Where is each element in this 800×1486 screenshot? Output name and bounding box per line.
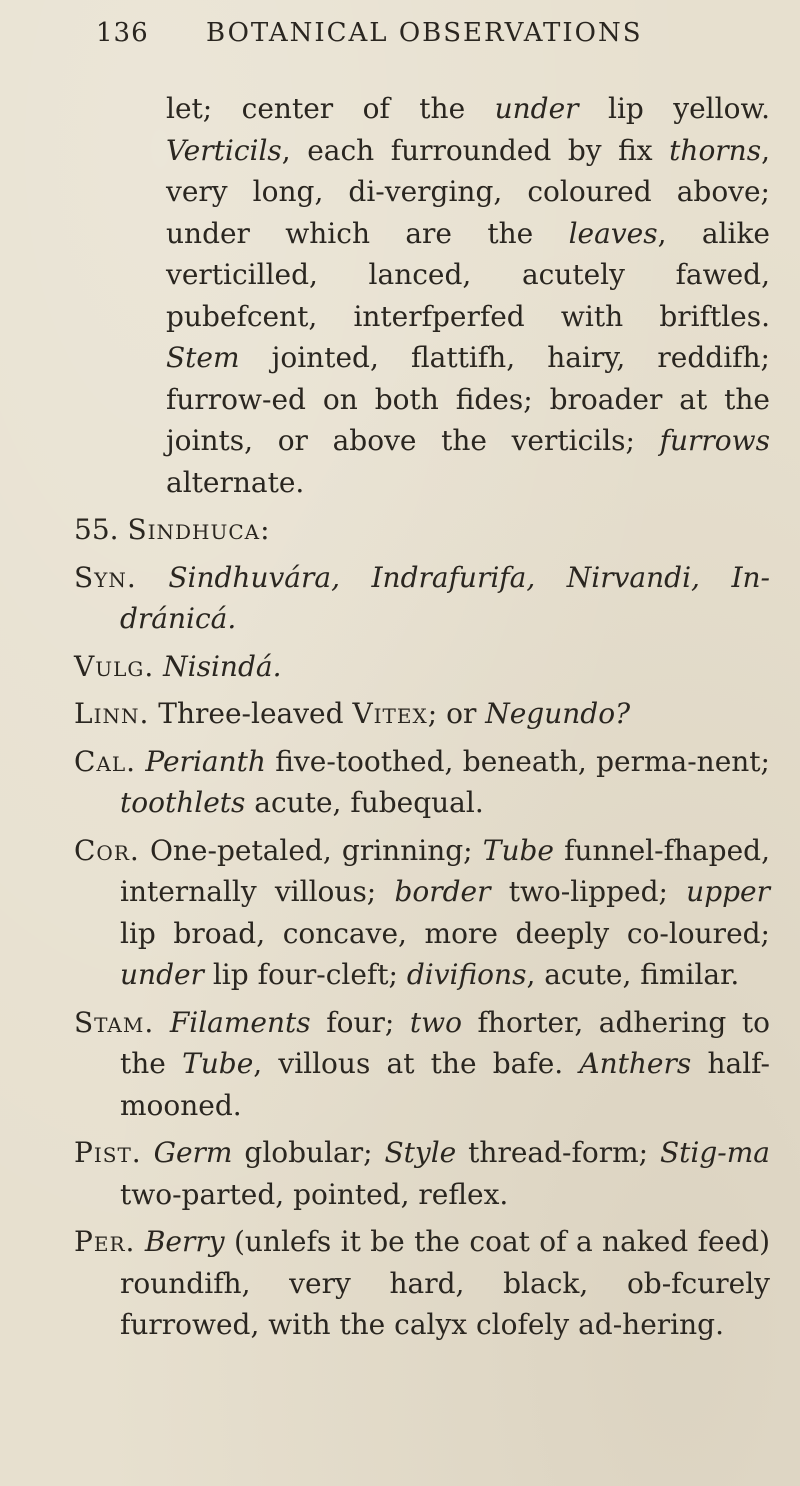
linnaean-name-paragraph: Linn. Three-leaved Vitex; or Negundo?: [74, 697, 631, 730]
pistil-paragraph: Pist. Germ globular; Style thread-form; Stig-ma two-parted, pointed, reflex.: [74, 1136, 771, 1211]
running-title: BOTANICAL OBSERVATIONS: [206, 18, 643, 48]
pericarp-paragraph: Per. Berry (unlefs it be the coat of a naked feed) roundifh, very hard, black, ob-fcurely furrowed, with the calyx clofely ad-hering.: [74, 1225, 770, 1341]
synonyms-paragraph: Syn. Sindhuvára, Indrafurifa, Nirvandi, In-dránicá.: [74, 560, 770, 635]
calyx-paragraph: Cal. Perianth five-toothed, beneath, perma-nent; toothlets acute, fubequal.: [74, 744, 770, 819]
paragraph-continuation: let; center of the under lip yellow. Verticils, each furrounded by fix thorns, very long, di-verging, coloured above; under which are the leaves, alike verticilled, lanced, acutely fawed, pubefcent, interfperfed with briftles. Stem jointed, flattifh, hairy, reddifh; furrow-ed on both fides; broader at the joints, or above the verticils; furrows alternate.: [166, 92, 770, 499]
corolla-paragraph: Cor. One-petaled, grinning; Tube funnel-fhaped, internally villous; border two-lipped; upper lip broad, concave, more deeply co-loured; under lip four-cleft; divifions, acute, fimilar.: [74, 833, 770, 991]
vulgar-name-paragraph: Vulg. Nisindá.: [74, 649, 282, 683]
running-head: [96, 14, 696, 54]
body-text: [74, 88, 771, 1352]
page-number: 136: [96, 18, 149, 48]
entry-heading: 55. Sindhuca:: [74, 513, 271, 546]
stamens-paragraph: Stam. Filaments four; two fhorter, adhering to the Tube, villous at the bafe. Anthers half-mooned.: [74, 1005, 771, 1122]
